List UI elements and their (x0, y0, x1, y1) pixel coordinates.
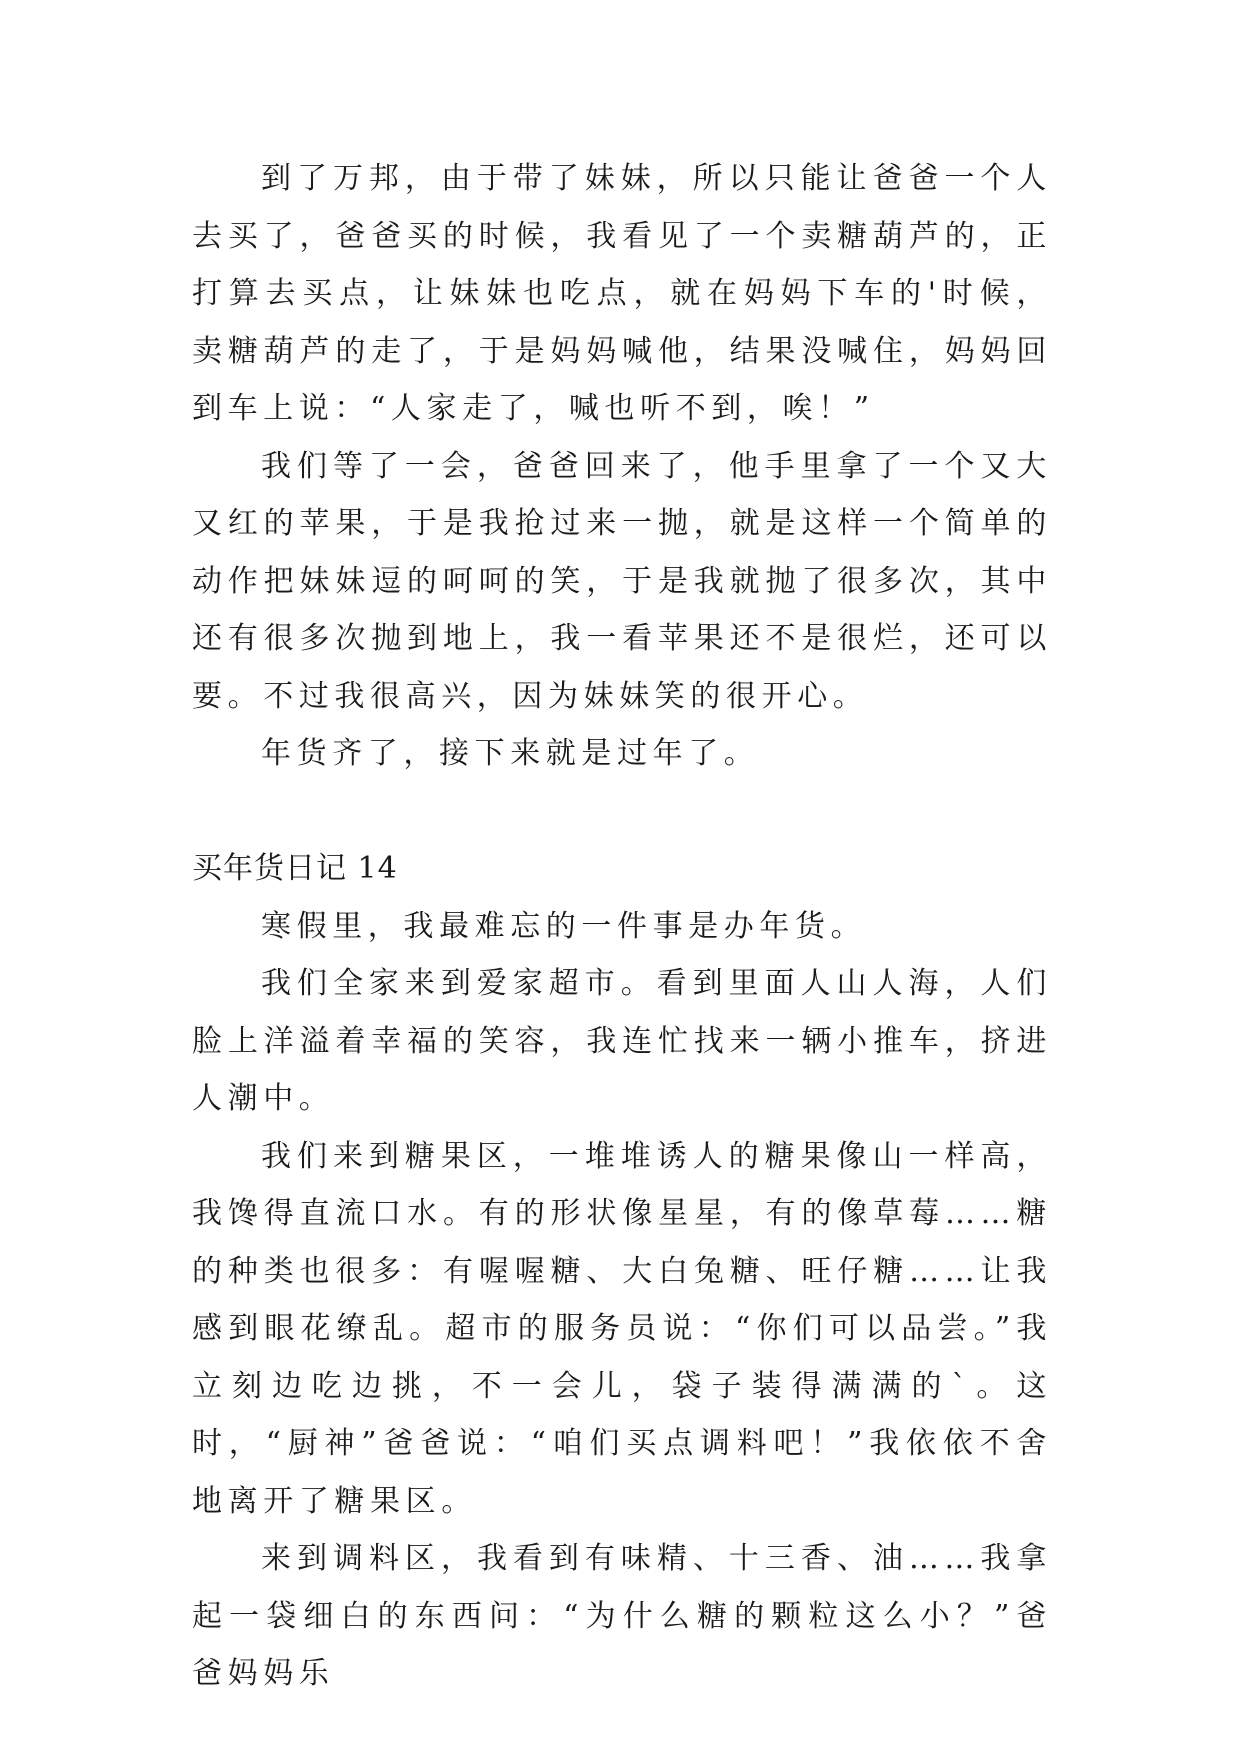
paragraph-apple-toss: 我们等了一会，爸爸回来了，他手里拿了一个又大又红的苹果，于是我抢过来一抛，就是这样一个简单的动作把妹妹逗的呵呵的笑，于是我就抛了很多次，其中还有很多次抛到地上，我一看苹果还不是很烂，还可以要。不过我很高兴，因为妹妹笑的很开心。 (192, 448, 1052, 714)
paragraph-goods-complete: 年货齐了，接下来就是过年了。 (261, 736, 760, 771)
diary-title: 买年货日记 14 (192, 851, 398, 886)
paragraph-candy-area: 我们来到糖果区，一堆堆诱人的糖果像山一样高，我馋得直流口水。有的形状像星星，有的像草莓……糖的种类也很多：有喔喔糖、大白兔糖、旺仔糖……让我感到眼花缭乱。超市的服务员说：“你们可以品尝。”我立刻边吃边挑，不一会儿，袋子装得满满的`。这时，“厨神”爸爸说：“咱们买点调料吧！”我依依不舍地离开了糖果区。 (192, 1138, 1052, 1519)
document-page (192, 150, 1052, 1703)
paragraph-supermarket: 我们全家来到爱家超市。看到里面人山人海，人们脸上洋溢着幸福的笑容，我连忙找来一辆小推车，挤进人潮中。 (192, 966, 1052, 1116)
paragraph-shopping-wanbang: 到了万邦，由于带了妹妹，所以只能让爸爸一个人去买了，爸爸买的时候，我看见了一个卖糖葫芦的，正打算去买点，让妹妹也吃点，就在妈妈下车的'时候，卖糖葫芦的走了，于是妈妈喊他，结果没喊住，妈妈回到车上说：“人家走了，喊也听不到，唉！” (192, 161, 1052, 426)
paragraph-winter-break: 寒假里，我最难忘的一件事是办年货。 (261, 908, 867, 944)
paragraph-seasoning-area: 来到调料区，我看到有味精、十三香、油……我拿起一袋细白的东西问：“为什么糖的颗粒这么小？”爸爸妈妈乐 (192, 1541, 1052, 1691)
